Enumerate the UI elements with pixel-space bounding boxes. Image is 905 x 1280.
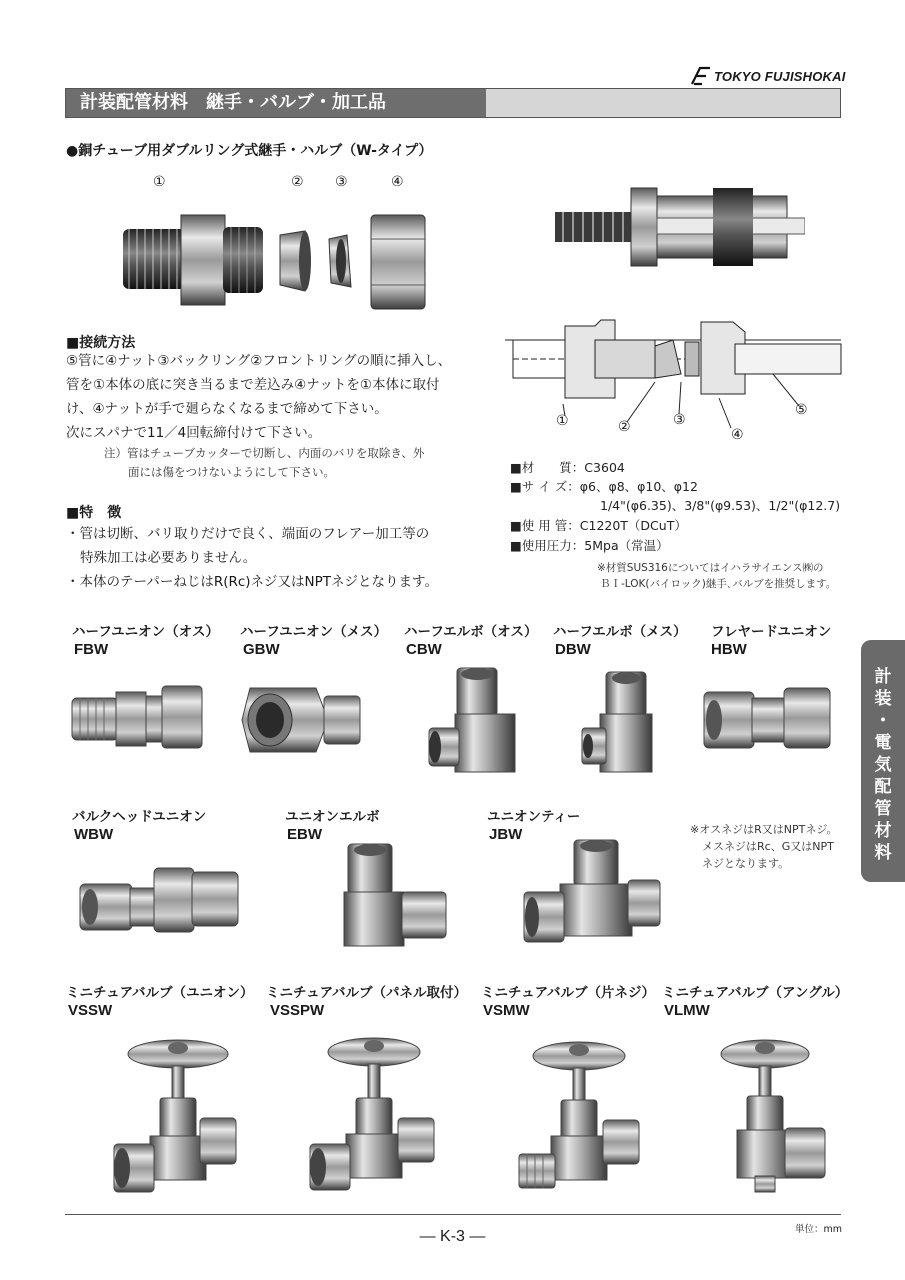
product-code-vsspw: VSSPW [270, 1002, 325, 1019]
ebw-photo [340, 840, 450, 950]
footer-rule [65, 1214, 841, 1215]
features-line-1: ・管は切断、バリ取りだけで良く、端面のフレアー加工等の [66, 526, 430, 542]
connection-note-2: 面には傷をつけないようにして下さい。 [128, 465, 335, 479]
nut-part [371, 215, 425, 309]
spec-size-inch: 1/4"(φ6.35)、3/8"(φ9.53)、1/2"(φ12.7) [600, 498, 841, 513]
product-name-jbw: ユニオンティー [487, 809, 581, 825]
section-heading: ●銅チューブ用ダブルリング式継手・ハルブ（W-タイプ） [66, 143, 433, 159]
front-ring-part [280, 231, 311, 291]
connection-heading: ■接続方法 [66, 335, 136, 351]
part-number-1: ① [153, 174, 166, 190]
product-name-vsspw: ミニチュアバルブ（パネル取付） [266, 985, 468, 1001]
dbw-photo [578, 668, 658, 776]
side-tab-char: ・ [874, 711, 892, 731]
diagram-number-5: ⑤ [795, 402, 808, 418]
fbw-photo [70, 682, 205, 752]
side-tab-char: 電 [874, 733, 892, 753]
brand-logo [690, 66, 846, 86]
cbw-photo [425, 664, 520, 779]
diagram-number-4: ④ [731, 427, 744, 443]
product-name-ebw: ユニオンエルボ [285, 809, 380, 825]
product-name-fbw: ハーフユニオン（オス） [72, 624, 220, 640]
hbw-photo [700, 684, 835, 754]
product-name-vsmw: ミニチュアバルブ（片ネジ） [481, 985, 656, 1001]
vssw-photo [100, 1030, 250, 1200]
jbw-photo [522, 836, 662, 951]
vsspw-photo [300, 1026, 450, 1196]
side-tab-char: 計 [874, 667, 892, 687]
category-side-tab [861, 640, 905, 882]
product-name-vssw: ミニチュアバルブ（ユニオン） [66, 985, 254, 1001]
vsmw-photo [515, 1032, 655, 1197]
spec-note-2: ＢＩ-LOK(バイロック)継手､バルブを推奨します。 [600, 578, 837, 590]
connection-line-4: 次にスパナで11／4回転締付けて下さい。 [66, 425, 322, 441]
product-name-wbw: バルクヘッドユニオン [72, 809, 207, 825]
side-tab-char: 管 [874, 799, 892, 819]
product-code-cbw: CBW [406, 641, 442, 658]
spec-pressure: ■使用圧力：5Mpa（常温） [510, 538, 669, 553]
connection-note-1: 注）管はチューブカッターで切断し、内面のバリを取除き、外 [104, 446, 425, 460]
side-tab-char: 配 [874, 777, 892, 797]
connection-line-2: 管を①本体の底に突き当るまで差込み④ナットを①本体に取付 [66, 377, 440, 393]
gbw-photo [240, 684, 365, 756]
product-code-ebw: EBW [287, 826, 322, 843]
product-name-dbw: ハーフエルボ（メス） [553, 624, 687, 640]
part-number-4: ④ [391, 174, 404, 190]
product-name-hbw: フレヤードユニオン [711, 624, 832, 640]
product-code-vsmw: VSMW [483, 1002, 530, 1019]
page-title: 計装配管材料 継手・バルブ・加工品 [66, 89, 486, 117]
fujishokai-logo-icon [690, 66, 712, 86]
thread-note-1: ※オスネジはR又はNPTネジ。 [690, 823, 838, 836]
part-number-2: ② [291, 174, 304, 190]
features-heading: ■特 徴 [66, 505, 122, 521]
product-code-vssw: VSSW [68, 1002, 113, 1019]
thread-note-2: メスネジはRc、G又はNPT [702, 840, 834, 853]
back-ring-part [329, 235, 351, 287]
product-code-hbw: HBW [711, 641, 747, 658]
diagram-number-2: ② [618, 419, 631, 435]
side-tab-char: 装 [874, 689, 892, 709]
title-bar-fill [486, 89, 840, 117]
fitting-parts-photo [115, 195, 435, 315]
unit-label: 単位：mm [795, 1224, 843, 1235]
features-line-2: 特殊加工は必要ありません。 [80, 550, 257, 566]
side-tab-char: 料 [874, 843, 892, 863]
part-number-3: ③ [335, 174, 348, 190]
wbw-photo [78, 862, 243, 942]
thread-note-3: ネジとなります。 [702, 857, 790, 870]
product-code-dbw: DBW [555, 641, 591, 658]
brand-name: TOKYO FUJISHOKAI [714, 69, 846, 84]
side-tab-char: 気 [874, 755, 892, 775]
spec-material: ■材 質：C3604 [510, 460, 625, 475]
diagram-number-3: ③ [673, 412, 686, 428]
spec-note-1: ※材質SUS316についてはイハラサイエンス㈱の [597, 562, 824, 574]
connection-line-1: ⑤管に④ナット③バックリング②フロントリングの順に挿入し、 [66, 353, 452, 369]
product-name-gbw: ハーフユニオン（メス） [240, 624, 388, 640]
connection-line-3: け、④ナットが手で廻らなくなるまで締めて下さい。 [66, 401, 388, 417]
spec-size: ■サ イ ズ：φ6、φ8、φ10、φ12 [510, 479, 698, 494]
side-tab-char: 材 [874, 821, 892, 841]
body-part [123, 215, 263, 305]
vlmw-photo [715, 1030, 835, 1200]
product-code-gbw: GBW [243, 641, 280, 658]
product-name-vlmw: ミニチュアバルブ（アングル） [662, 985, 849, 1001]
page-number: ― K-3 ― [419, 1228, 486, 1245]
product-code-fbw: FBW [74, 641, 109, 658]
product-code-vlmw: VLMW [664, 1002, 710, 1019]
features-line-3: ・本体のテーパーねじはR(Rc)ネジ又はNPTネジとなります。 [66, 574, 438, 590]
assembly-cutaway-photo [553, 182, 805, 272]
product-code-jbw: JBW [489, 826, 523, 843]
diagram-number-1: ① [556, 413, 569, 429]
page-title-bar [65, 88, 841, 118]
product-code-wbw: WBW [74, 826, 114, 843]
spec-tube: ■使 用 管：C1220T（DCuT） [510, 518, 687, 533]
product-name-cbw: ハーフエルボ（オス） [404, 624, 538, 640]
